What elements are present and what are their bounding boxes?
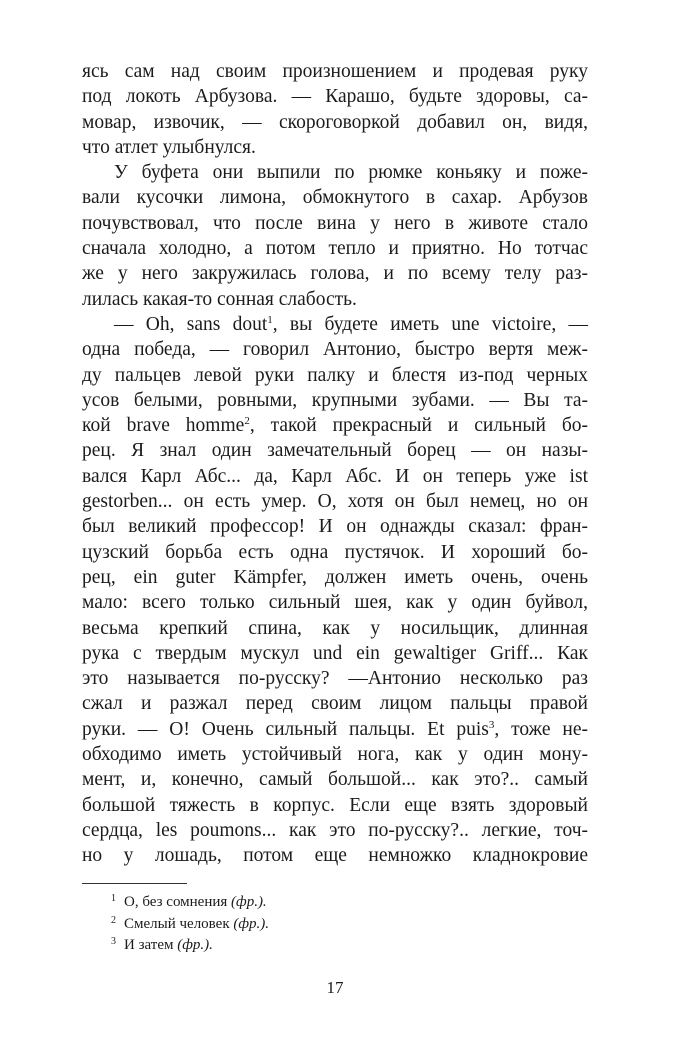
text-line: большой тяжесть в корпус. Если еще взять здоровый [82,794,588,816]
text-line: мало: всего только сильный шея, как у один буйвол, [82,592,588,614]
line-text: руки. — О! Очень сильный пальцы. Et puis [82,718,489,740]
line-text: , тоже не- [494,718,588,740]
line-text: , такой прекрасный и сильный бо- [249,415,588,437]
text-line: обходимо иметь устойчивый нога, как у один мону- [82,744,588,766]
text-line: что атлет улыбнулся. [82,136,256,158]
text-line: усов белыми, ровными, крупными зубами. — Вы та- [82,389,588,411]
footnote-language: (фр.). [231,894,267,910]
text-line: ясь сам над своим произношением и продевая руку [82,61,588,82]
text-line: сначала холодно, а потом тепло и приятно. Но тотчас [82,238,588,260]
text-line: одна победа, — говорил Антонио, быстро вертя меж- [82,339,588,361]
text-line: рука с твердым мускул und ein gewaltiger Griff... Как [82,642,588,664]
text-body [82,59,588,869]
text-line: это называется по-русску? —Антонио несколько раз [82,668,588,690]
text-line [82,717,588,742]
text-line: gestorben... он есть умер. О, хотя он был немец, но он [82,491,588,513]
footnote-language: (фр.). [177,937,213,953]
footnote-text: Смелый человек [124,915,230,932]
footnote: 3 И затем (фр.). [111,936,213,953]
text-line [82,413,588,438]
line-text: — Oh, sans dout [114,313,268,335]
footnote-language: (фр.). [233,915,270,932]
text-line: вался Карл Абс... да, Карл Абс. И он теперь уже ist [82,465,588,487]
footnote: 1 О, без сомнения (фр.). [111,893,267,910]
footnotes [82,892,588,957]
text-line: рец, ein guter Kämpfer, должен иметь очень, очень [82,566,588,588]
text-line: ду пальцев левой руки палку и блестя из-под черных [82,364,588,386]
text-line: У буфета они выпили по рюмке коньяку и поже- [114,162,588,184]
text-line: рец. Я знал один замечательный борец — он назы- [82,440,588,462]
paragraph [82,312,588,869]
text-line: сердца, les poumons... как это по-русску?.. легкие, точ- [82,819,588,841]
text-line: цузский борьба есть одна пустячок. И хороший бо- [82,541,588,563]
text-line: вали кусочки лимона, обмокнутого в сахар. Арбузов [82,187,588,209]
paragraph [82,160,588,312]
footnote-text: О, без сомнения [124,894,228,910]
text-line [82,312,588,337]
text-line: сжал и разжал перед своим лицом пальцы правой [82,693,588,715]
text-line: мовар, извочик, — скороговоркой добавил он, видя, [82,111,588,133]
text-line: был великий профессор! И он однажды сказал: фран- [82,516,588,538]
footnote-reference: 3 [488,718,495,731]
page-number: 17 [326,978,344,997]
footnote-rule [82,883,187,884]
line-text: кой brave homme [82,415,245,437]
text-line: лилась какая-то сонная слабость. [82,288,357,310]
text-line: почувствовал, что после вина у него в животе стало [82,212,588,234]
footnote-text: И затем [124,937,174,953]
footnote: 2 Смелый человек (фр.). [111,914,270,932]
footnote-reference: 2 [244,415,250,428]
paragraph [82,59,588,160]
footnote-reference: 1 [267,313,273,326]
text-line: под локоть Арбузова. — Карашо, будьте здоровы, са- [82,86,588,108]
line-text: , вы будете иметь une victoire, — [272,313,588,335]
text-line: же у него закружилась голова, и по всему телу раз- [82,263,588,285]
text-line: весьма крепкий спина, как у носильщик, длинная [82,617,588,639]
text-line: мент, и, конечно, самый большой... как это?.. самый [82,769,588,791]
text-line: но у лошадь, потом еще немножко кладнокровие [82,845,588,867]
